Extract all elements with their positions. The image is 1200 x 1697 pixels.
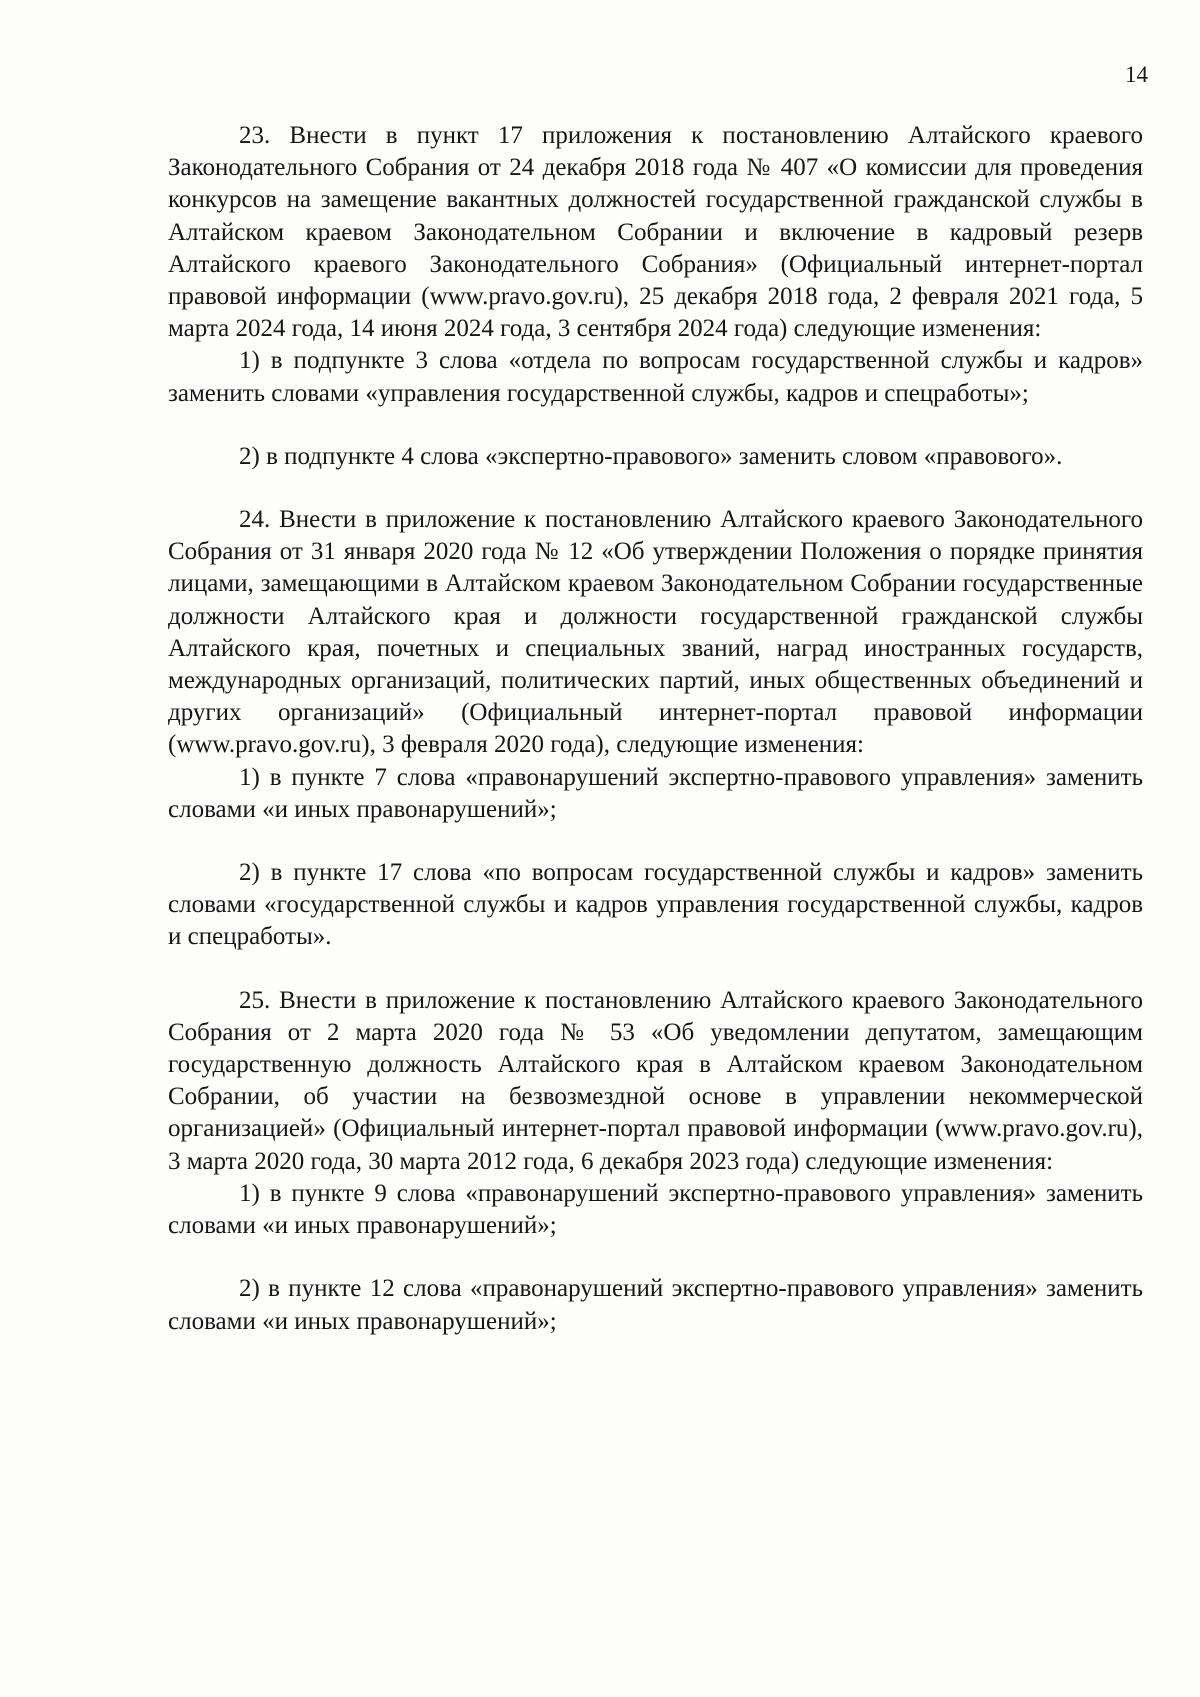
section-23-item-2: 2) в подпункте 4 слова «экспертно-правового» заменить словом «правового». <box>239 442 1063 470</box>
paragraph-gap <box>168 826 1143 857</box>
section-25-item-1: 1) в пункте 9 слова «правонарушений экспертно-правового управления» заменить словами «и иных правонарушений»; <box>168 1179 1143 1240</box>
document-body <box>168 120 1143 1338</box>
section-24-item-2: 2) в пункте 17 слова «по вопросам государственной службы и кадров» заменить словами «государственной службы и кадров управления государственной службы, кадров и спецработы». <box>168 859 1143 951</box>
paragraph-gap <box>168 473 1143 504</box>
paragraph-gap <box>168 954 1143 985</box>
paragraph-gap <box>168 410 1143 441</box>
page-number: 14 <box>1125 62 1148 87</box>
section-24-item-1: 1) в пункте 7 слова «правонарушений экспертно-правового управления» заменить словами «и иных правонарушений»; <box>168 763 1143 823</box>
section-24-intro: 24. Внести в приложение к постановлению Алтайского краевого Законодательного Собрания от 31 января 2020 года № 12 «Об утверждении Положения о порядке принятия лицами, замещающими в Алтайском краевом Законодательном Собрании государственные должности Алтайского края и должности государственной гражданской службы Алтайского края, почетных и специальных званий, наград иностранных государств, международных организаций, политических партий, иных общественных объединений и других организаций» (Официальный интернет-портал правовой информации (www.pravo.gov.ru), 3 февраля 2020 года), следующие изменения: <box>168 506 1143 759</box>
section-23-item-1: 1) в подпункте 3 слова «отдела по вопросам государственной службы и кадров» заменить словами «управления государственной службы, кадров и спецработы»; <box>168 347 1143 407</box>
section-25-intro: 25. Внести в приложение к постановлению Алтайского краевого Законодательного Собрания от 2 марта 2020 года № 53 «Об уведомлении депутатом, замещающим государственную должность Алтайского края в Алтайском краевом Законодательном Собрании, об участии на безвозмездной основе в управлении некоммерческой организацией» (Официальный интернет-портал правовой информации (www.pravo.gov.ru), 3 марта 2020 года, 30 марта 2012 года, 6 декабря 2023 года) следующие изменения: <box>168 986 1143 1175</box>
section-25-item-2: 2) в пункте 12 слова «правонарушений экспертно-правового управления» заменить словами «и иных правонарушений»; <box>168 1275 1143 1335</box>
section-23-intro: 23. Внести в пункт 17 приложения к постановлению Алтайского краевого Законодательного Собрания от 24 декабря 2018 года № 407 «О комиссии для проведения конкурсов на замещение вакантных должностей государственной гражданской службы в Алтайском краевом Законодательном Собрании и включение в кадровый резерв Алтайского краевого Законодательного Собрания» (Официальный интернет-портал правовой информации (www.pravo.gov.ru), 25 декабря 2018 года, 2 февраля 2021 года, 5 марта 2024 года, 14 июня 2024 года, 3 сентября 2024 года) следующие изменения: <box>168 122 1143 343</box>
paragraph-gap <box>168 1242 1143 1273</box>
